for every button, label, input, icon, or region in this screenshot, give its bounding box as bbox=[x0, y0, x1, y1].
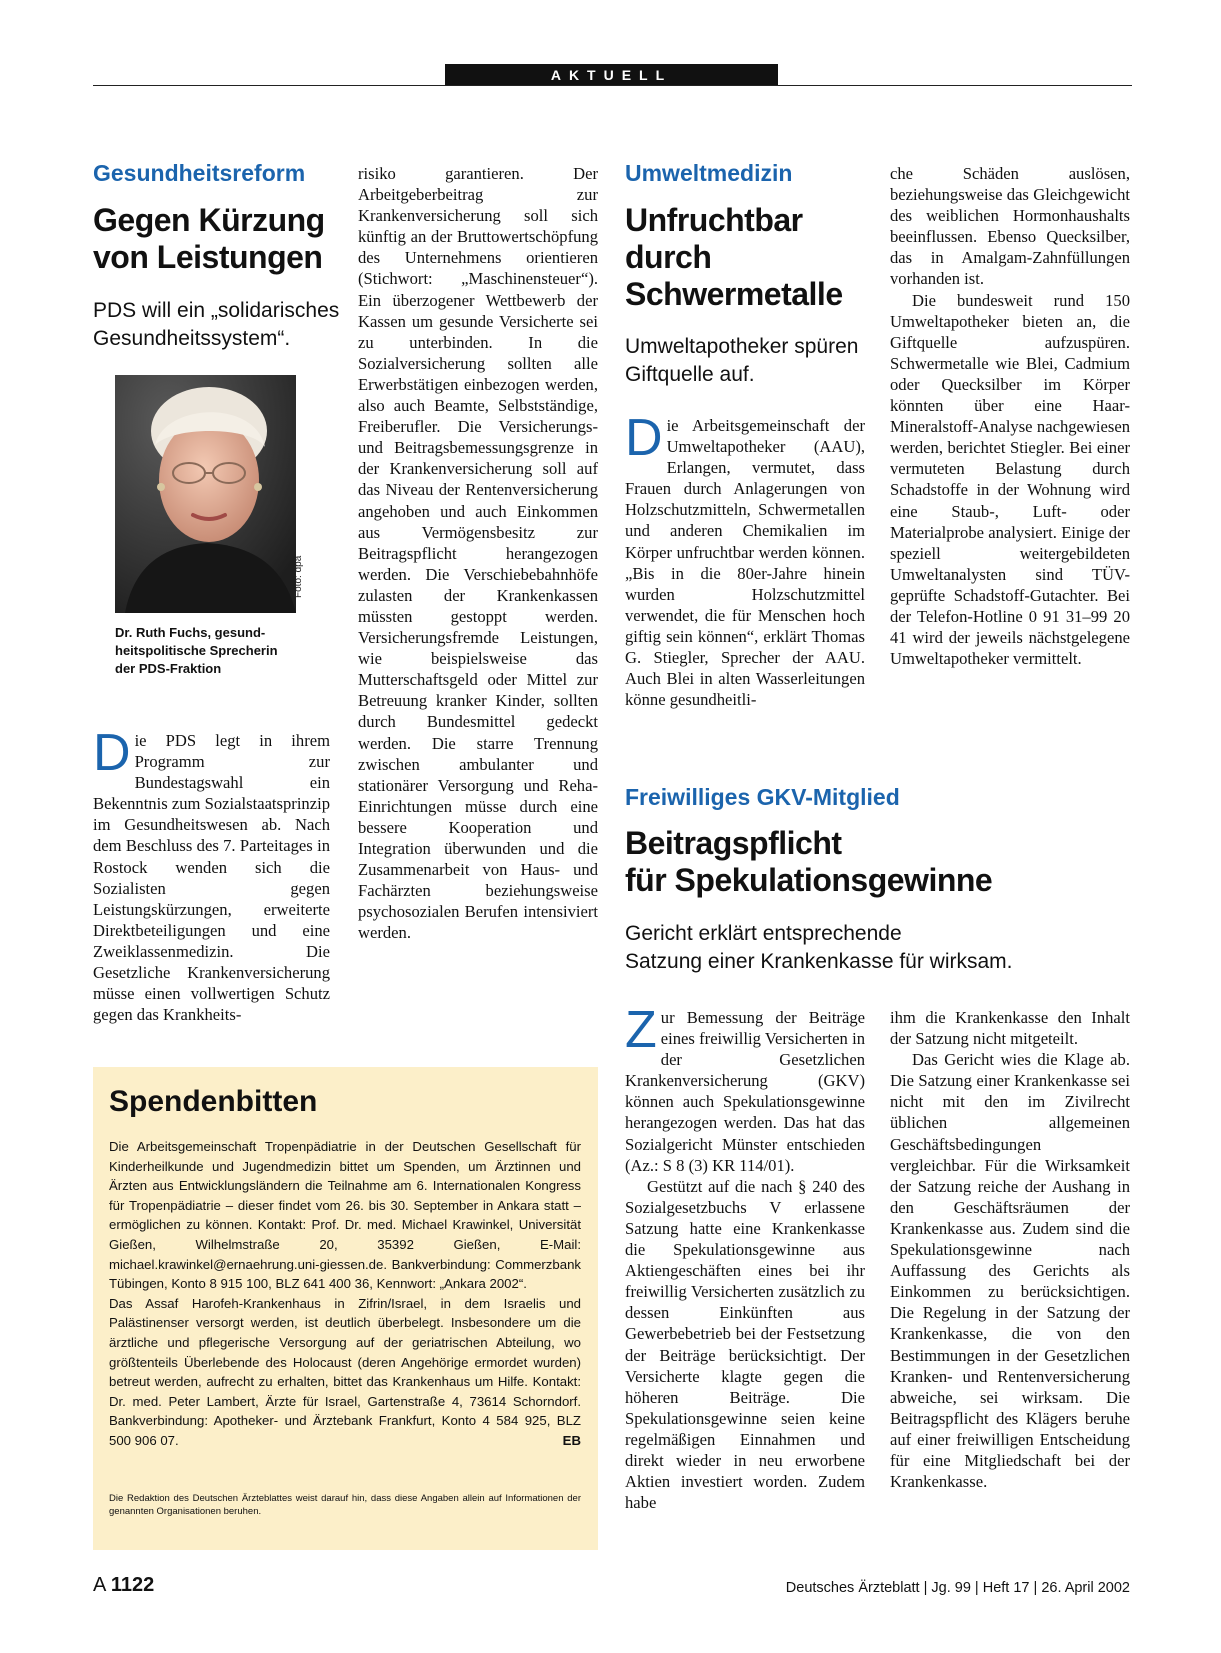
article1-column1 bbox=[93, 724, 330, 1025]
article2-col1-text: ie Arbeitsgemeinschaft der Umweltapotheker (AAU), Erlangen, vermutet, dass Frauen durch Anlagerungen von Holzschutzmitteln, Schwermetallen und anderen Chemikalien im Körper unfruchtbar werden können. „Bis in die 80er-Jahre hinein wurden Holzschutzmittel verwendet, die für Menschen hoch giftig sein können“, erklärt Thomas G. Stiegler, Sprecher der AAU. Auch Blei in alten Wasserleitungen könne gesundheitli- bbox=[625, 416, 865, 710]
section-label: AKTUELL bbox=[445, 64, 778, 86]
article3-column1 bbox=[625, 1001, 865, 1513]
article3-col1-p2: Gestützt auf die nach § 240 des Sozialgesetzbuchs V erlassene Satzung hatte eine Krankenkasse die Spekulationsgewinne aus Aktiengeschäften eines bei ihr freiwillig Versicherten zusätzlich zu dessen Einkünften aus Gewerbebetrieb bei der Festsetzung der Beiträge berücksichtigt. Der Versicherte klagte gegen die höheren Beiträge. Die Spekulationsgewinne seien keine regelmäßigen Einnahmen und direkt wieder in neu erworbene Aktien investiert worden. Zudem habe bbox=[625, 1176, 865, 1513]
caption-line1: Dr. Ruth Fuchs, gesund- bbox=[115, 625, 266, 640]
article2-headline bbox=[625, 202, 865, 313]
article1-col2-text: risiko garantieren. Der Arbeitgeberbeitrag zur Krankenversicherung soll sich künftig an der Bruttowertschöpfung des Unternehmens orientieren (Stichwort: „Maschinensteuer“). Ein überzogener Wettbewerb der Kassen um gesunde Versicherte sei zu unterbinden. In die Sozialversicherung sollten alle Erwerbstätigen einbezogen werden, also auch Beamte, Selbstständige, Freiberufler. Die Versicherungs- und Beitragsbemessungsgrenze in der Krankenversicherung soll auf das Niveau der Rentenversicherung angehoben und auch Einkommen aus Vermögensbesitz zur Beitragspflicht herangezogen werden. Die Verschiebebahnhöfe zulasten der Krankenkassen müssten gestoppt werden. Versicherungsfremde Leistungen, wie beispielsweise das Mutterschaftsgeld oder Mittel zur Betreuung kranker Kinder, sollten durch Bundesmittel gedeckt werden. Die starre Trennung zwischen ambulanter und stationärer Versorgung und Reha-Einrichtungen müsse durch eine bessere Kooperation und Integration überwunden und die Zusammenarbeit von Haus- und Fachärzten beziehungsweise psychosozialen Berufen intensiviert werden. bbox=[358, 164, 598, 943]
publication-info: Deutsches Ärzteblatt | Jg. 99 | Heft 17 | 26. April 2002 bbox=[785, 1580, 1130, 1596]
article1-headline-line2: von Leistungen bbox=[93, 239, 323, 275]
portrait-photo bbox=[115, 375, 296, 613]
article2-col2-p2: Die bundesweit rund 150 Umweltapotheker bieten an, die Giftquelle aufzuspüren. Schwermetalle wie Blei, Cadmium oder Quecksilber im Körper könnten über eine Haar-Mineralstoff-Analyse nachgewiesen werden, berichtet Stiegler. Bei einer vermuteten Belastung durch Schadstoffe in der Wohnung wird eine Staub-, Luft- oder Materialprobe analysiert. Einige der speziell weitergebildeten Umweltanalysten sind TÜV-geprüfte Schadstoff-Gutachter. Bei der Telefon-Hotline 0 91 31–99 20 41 wird der jeweils nächstgelegene Umweltapotheker vermittelt. bbox=[890, 290, 1130, 669]
article3-column2 bbox=[890, 1007, 1130, 1492]
article3-headline-line1: Beitragspflicht bbox=[625, 825, 842, 861]
article3-headline bbox=[625, 825, 1130, 899]
donations-signature: EB bbox=[562, 1432, 581, 1448]
article2-kicker: Umweltmedizin bbox=[625, 160, 793, 186]
photo-credit: Foto: dpa bbox=[293, 555, 304, 598]
article2-column1 bbox=[625, 409, 865, 710]
page-prefix: A bbox=[93, 1574, 106, 1596]
article2-subhead bbox=[625, 333, 865, 389]
donations-paragraph2: Das Assaf Harofeh-Krankenhaus in Zifrin/Israel, in dem Israelis und Palästinenser versorgt werden, ist deutlich überbelegt. Insbesondere um die ärztliche und pflegerische Versorgung auf der geriatrischen Abteilung, wo größtenteils Überlebende des Holocaust (deren Angehörige ermordet wurden) betreut werden, aufrecht zu erhalten, bittet das Krankenhaus um Hilfe. Kontakt: Dr. med. Peter Lambert, Ärzte für Israel, Gartenstraße 4, 73614 Schorndorf. Bankverbindung: Apotheker- und Ärztebank Frankfurt, Konto 4 584 925, BLZ 500 906 07. EB bbox=[109, 1294, 581, 1451]
caption-line2: heitspolitische Sprecherin bbox=[115, 643, 278, 658]
article2-col2-p1: che Schäden auslösen, beziehungsweise das Gleichgewicht des weiblichen Hormonhaushalts beeinflussen. Ebenso Quecksilber, das in Amalgam-Zahnfüllungen vorhanden ist. bbox=[890, 164, 1130, 289]
donations-paragraph1: Die Arbeitsgemeinschaft Tropenpädiatrie in der Deutschen Gesellschaft für Kinderheilkunde und Jugendmedizin bittet um Spenden, um Ärztinnen und Ärzten aus Entwicklungsländern die Teilnahme am 6. Internationalen Kongress für Tropenpädiatrie – dieser findet vom 26. bis 30. September in Ankara statt – ermöglichen zu können. Kontakt: Prof. Dr. med. Michael Krawinkel, Universität Gießen, Wilhelmstraße 20, 35392 Gießen, E-Mail: michael.krawinkel@ernaehrung.uni-giessen.de. Bankverbindung: Commerzbank Tübingen, Konto 8 915 100, BLZ 641 400 36, Kennwort: „Ankara 2002“. bbox=[109, 1139, 581, 1292]
article2-column2 bbox=[890, 163, 1130, 669]
article1-headline-line1: Gegen Kürzung bbox=[93, 202, 325, 238]
article3-subhead-line1: Gericht erklärt entsprechende bbox=[625, 922, 902, 945]
article1-headline bbox=[93, 202, 363, 276]
article3-subhead bbox=[625, 920, 1130, 976]
editorial-note: Die Redaktion des Deutschen Ärzteblattes weist darauf hin, dass diese Angaben allein auf Informationen der genannten Organisationen beruhen. bbox=[109, 1493, 581, 1517]
article3-subhead-line2: Satzung einer Krankenkasse für wirksam. bbox=[625, 950, 1013, 973]
page-number bbox=[93, 1574, 154, 1597]
issue-date: 26. April 2002 bbox=[1041, 1580, 1130, 1596]
drop-cap: D bbox=[625, 409, 663, 467]
portrait-illustration bbox=[115, 375, 296, 613]
caption-line3: der PDS-Fraktion bbox=[115, 661, 222, 676]
article2-headline-line1: Unfruchtbar bbox=[625, 202, 803, 238]
drop-cap: Z bbox=[625, 1001, 657, 1059]
article3-kicker: Freiwilliges GKV-Mitglied bbox=[625, 784, 900, 810]
issue: Heft 17 bbox=[982, 1580, 1030, 1596]
photo-caption bbox=[115, 624, 305, 678]
article2-headline-line3: Schwermetalle bbox=[625, 276, 843, 312]
article2-subhead-line2: Giftquelle auf. bbox=[625, 363, 755, 386]
article3-col2-p2: Das Gericht wies die Klage ab. Die Satzung einer Krankenkasse sei nicht mit den im Zivilrecht üblichen allgemeinen Geschäftsbedingungen vergleichbar. Für die Wirksamkeit der Satzung reiche der Aushang in den Geschäftsräumen der Krankenkasse aus. Zudem sind die Spekulationsgewinne nach Auffassung des Gerichts als Einkommen zu berücksichtigen. Die Regelung in der Satzung der Krankenkasse, die von den Bestimmungen in der Gesetzlichen Kranken- und Rentenversicherung abweiche, sei wirksam. Die Beitragspflicht des Klägers beruhe auf einer freiwilligen Entscheidung für eine Mitgliedschaft bei der Krankenkasse. bbox=[890, 1050, 1130, 1492]
page-number-value: 1122 bbox=[110, 1574, 155, 1596]
article2-headline-line2: durch bbox=[625, 239, 712, 275]
donations-box bbox=[93, 1067, 598, 1550]
article1-col1-text: ie PDS legt in ihrem Programm zur Bundestagswahl ein Bekenntnis zum Sozialstaatsprinzip im Gesundheitswesen ab. Nach dem Beschluss des 7. Parteitages in Rostock wenden sich die Sozialisten gegen Leistungskürzungen, erweiterte Direktbeteiligungen und eine Zweiklassenmedizin. Die Gesetzliche Krankenversicherung müsse einen vollwertigen Schutz gegen das Krankheits- bbox=[93, 731, 330, 1025]
drop-cap: D bbox=[93, 724, 131, 782]
donations-text bbox=[109, 1137, 581, 1451]
article3-col2-p1: ihm die Krankenkasse den Inhalt der Satzung nicht mitgeteilt. bbox=[890, 1008, 1130, 1049]
article2-subhead-line1: Umweltapotheker spüren bbox=[625, 335, 859, 358]
article1-column2 bbox=[358, 163, 598, 943]
article1-kicker: Gesundheitsreform bbox=[93, 160, 306, 186]
header-rule bbox=[93, 85, 1132, 86]
article1-subhead-line2: Gesundheitssystem“. bbox=[93, 327, 291, 350]
donations-title: Spendenbitten bbox=[109, 1085, 318, 1118]
volume: Jg. 99 bbox=[931, 1580, 971, 1596]
article1-subhead-line1: PDS will ein „solidarisches bbox=[93, 299, 340, 322]
article3-headline-line2: für Spekulationsgewinne bbox=[625, 862, 993, 898]
article1-subhead bbox=[93, 297, 363, 353]
publication-name: Deutsches Ärzteblatt bbox=[785, 1580, 920, 1596]
article3-col1-p1: ur Bemessung der Beiträge eines freiwillig Versicherten in der Gesetzlichen Krankenversicherung (GKV) können auch Spekulationsgewinne herangezogen werden. Das hat das Sozialgericht Münster entschieden (Az.: S 8 (3) KR 114/01). bbox=[625, 1008, 865, 1175]
